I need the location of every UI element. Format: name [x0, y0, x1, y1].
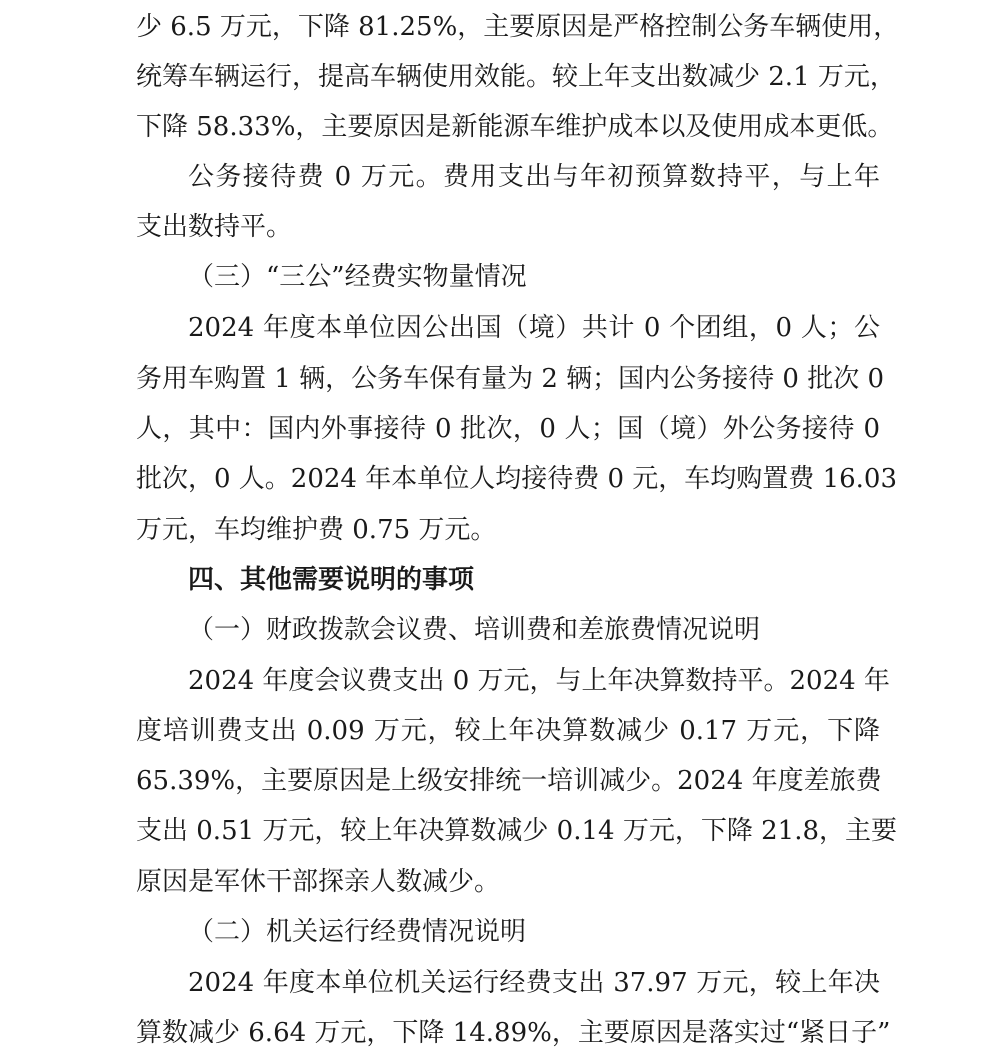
text-line-3: 下降 58.33%，主要原因是新能源车维护成本以及使用成本更低。: [136, 112, 894, 142]
text-line-2: 统筹车辆运行，提高车辆使用效能。较上年支出数减少 2.1 万元，: [136, 62, 896, 92]
text-line-11: 万元，车均维护费 0.75 万元。: [136, 515, 497, 545]
text-line-17: 支出 0.51 万元，较上年决算数减少 0.14 万元，下降 21.8，主要: [136, 816, 897, 846]
main-heading-4: 四、其他需要说明的事项: [188, 565, 475, 595]
text-line-5: 支出数持平。: [136, 212, 293, 242]
text-line-10: 批次，0 人。2024 年本单位人均接待费 0 元，车均购置费 16.03: [136, 464, 898, 494]
text-line-15: 度培训费支出 0.09 万元，较上年决算数减少 0.17 万元，下降: [136, 716, 880, 746]
text-line-9: 人，其中：国内外事接待 0 批次，0 人；国（境）外公务接待 0: [136, 414, 880, 444]
text-line-21: 算数减少 6.64 万元，下降 14.89%，主要原因是落实过“紧日子”: [136, 1018, 891, 1048]
text-line-4: 公务接待费 0 万元。费用支出与年初预算数持平，与上年: [188, 162, 880, 192]
section-heading-1: （一）财政拨款会议费、培训费和差旅费情况说明: [188, 615, 761, 645]
text-line-1: 少 6.5 万元，下降 81.25%，主要原因是严格控制公务车辆使用，: [136, 12, 900, 42]
text-line-18: 原因是军休干部探亲人数减少。: [136, 867, 501, 897]
section-heading-3: （三）“三公”经费实物量情况: [188, 262, 527, 292]
section-heading-2: （二）机关运行经费情况说明: [188, 917, 527, 947]
text-line-16: 65.39%，主要原因是上级安排统一培训减少。2024 年度差旅费: [136, 766, 882, 796]
text-line-20: 2024 年度本单位机关运行经费支出 37.97 万元，较上年决: [188, 968, 880, 998]
text-line-7: 2024 年度本单位因公出国（境）共计 0 个团组，0 人；公: [188, 313, 880, 343]
text-line-8: 务用车购置 1 辆，公务车保有量为 2 辆；国内公务接待 0 批次 0: [136, 364, 885, 394]
text-line-14: 2024 年度会议费支出 0 万元，与上年决算数持平。2024 年: [188, 666, 890, 696]
